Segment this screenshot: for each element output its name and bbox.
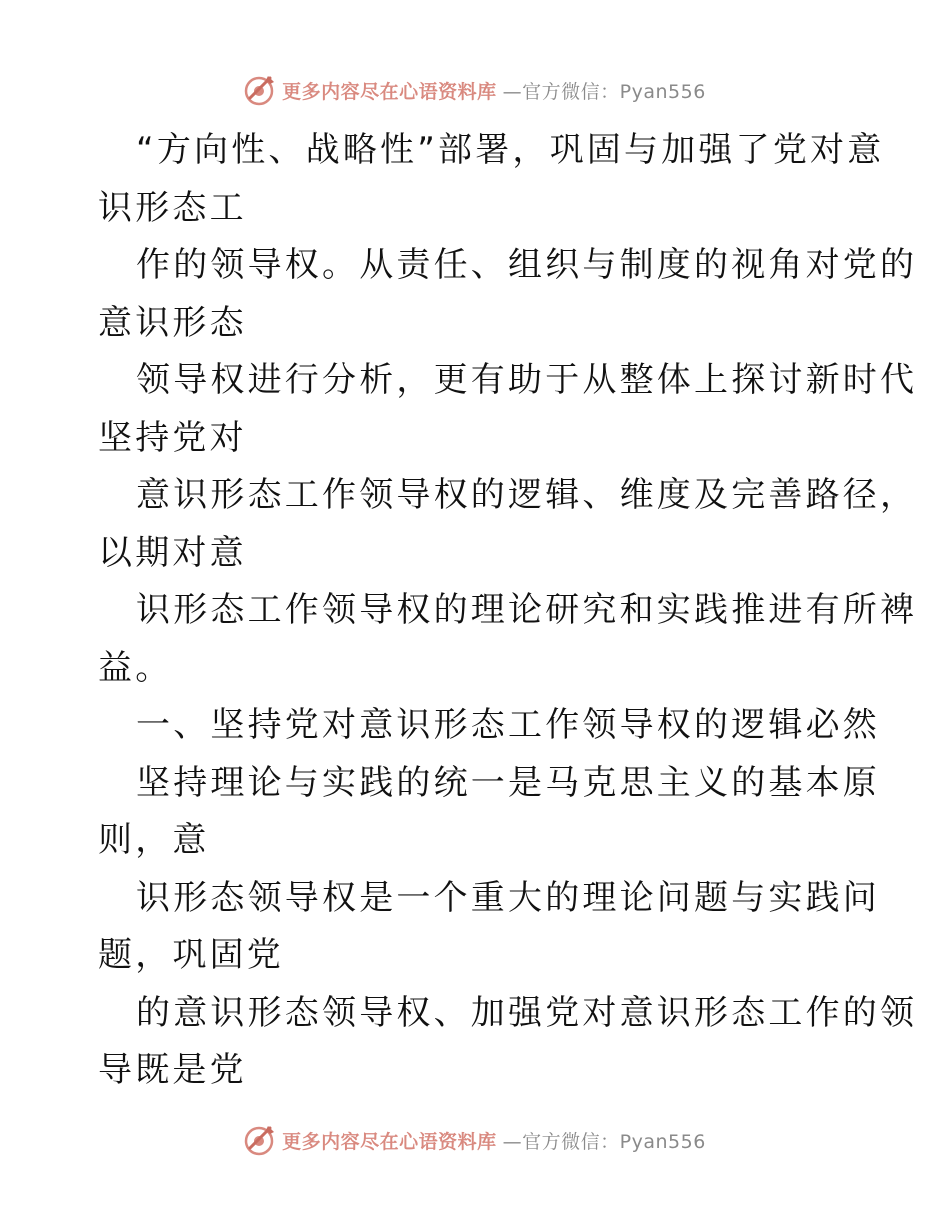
text-line: “方向性、战略性”部署，巩固与加强了党对意 [136, 130, 885, 170]
text-line: 则，意 [98, 820, 210, 860]
watermark-main-text: 更多内容尽在心语资料库 [282, 80, 497, 103]
text-line: 意识形态 [98, 302, 247, 343]
watermark-footer [0, 1120, 950, 1160]
text-line: 识形态工作领导权的理论研究和实践推进有所裨 [136, 590, 918, 630]
text-line: 识形态工 [98, 187, 247, 228]
text-line: 领导权进行分析，更有助于从整体上探讨新时代 [136, 360, 918, 400]
text-line: 坚持党对 [98, 417, 247, 458]
watermark-header [0, 70, 950, 110]
text-line: 题，巩固党 [98, 935, 284, 975]
text-line: 益。 [98, 647, 173, 688]
watermark-main-text: 更多内容尽在心语资料库 [282, 1130, 497, 1153]
text-line: 的意识形态领导权、加强党对意识形态工作的领 [136, 992, 918, 1033]
text-line: 以期对意 [98, 532, 247, 573]
text-line: 导既是党 [98, 1050, 247, 1090]
text-line: 意识形态工作领导权的逻辑、维度及完善路径， [136, 475, 918, 515]
text-line: 识形态领导权是一个重大的理论问题与实践问 [136, 877, 880, 918]
watermark-contact-text: —官方微信：Pyan556 [502, 80, 706, 103]
text-line: 作的领导权。从责任、组织与制度的视角对党的 [136, 245, 918, 285]
document-body [98, 122, 918, 1100]
text-line: 坚持理论与实践的统一是马克思主义的基本原 [136, 762, 880, 803]
pen-logo-icon [244, 1124, 276, 1156]
watermark-contact-text: —官方微信：Pyan556 [502, 1130, 706, 1153]
pen-logo-icon [244, 74, 276, 106]
section-heading: 一、坚持党对意识形态工作领导权的逻辑必然 [136, 705, 880, 745]
